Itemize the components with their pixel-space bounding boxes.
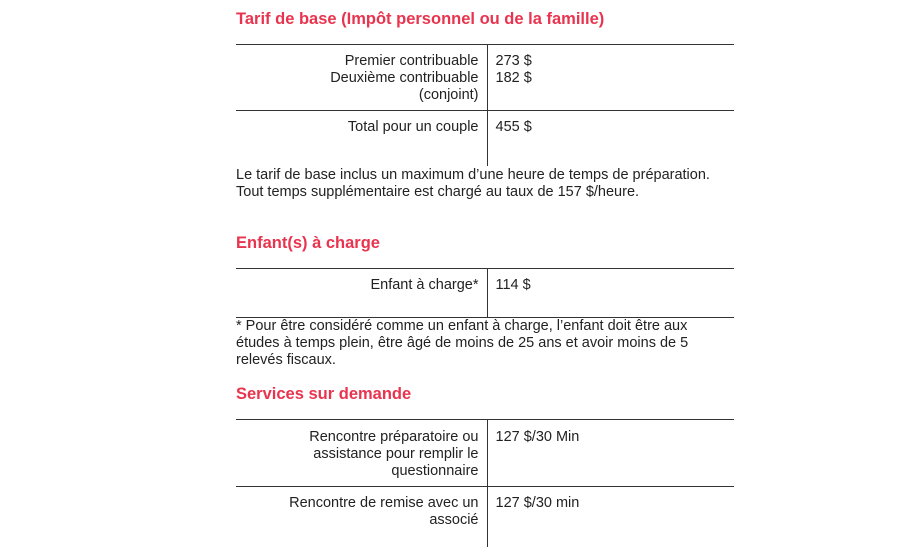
note-dependents: * Pour être considéré comme un enfant à charge, l’enfant doit être aux études à temps plein, être âgé de moins de 25 ans et avoir moins de 5 relevés fiscaux. xyxy=(236,318,689,368)
value-dependent-child: 114 $ xyxy=(495,277,531,293)
row-value-cell xyxy=(487,269,734,318)
label-prep-meeting-line1: Rencontre préparatoire ou xyxy=(309,429,479,445)
heading-dependents: Enfant(s) à charge xyxy=(236,234,380,252)
table-row xyxy=(236,420,734,487)
table-row xyxy=(236,487,734,547)
value-delivery-meeting: 127 $/30 min xyxy=(495,495,580,511)
label-first-taxpayer: Premier contribuable xyxy=(344,53,479,69)
table-row xyxy=(236,111,734,166)
heading-base-rate: Tarif de base (Impôt personnel ou de la famille) xyxy=(236,10,605,28)
row-value-cell xyxy=(487,45,734,111)
row-value-cell xyxy=(487,487,734,547)
row-label-cell xyxy=(236,45,487,111)
table-row xyxy=(236,45,734,111)
label-couple-total: Total pour un couple xyxy=(347,119,479,135)
note-base-rate: Le tarif de base inclus un maximum d’une heure de temps de préparation. Tout temps supplémentaire est chargé au taux de 157 $/heure. xyxy=(236,167,710,200)
label-delivery-meeting-line2: associé xyxy=(429,512,479,528)
table-row xyxy=(236,269,734,318)
value-couple-total: 455 $ xyxy=(495,119,532,135)
row-value-cell xyxy=(487,111,734,166)
label-delivery-meeting-line1: Rencontre de remise avec un xyxy=(289,495,479,511)
row-value-cell xyxy=(487,420,734,487)
value-second-taxpayer: 182 $ xyxy=(495,70,532,86)
label-prep-meeting-line3: questionnaire xyxy=(391,463,479,479)
row-label-cell xyxy=(236,111,487,166)
value-first-taxpayer: 273 $ xyxy=(495,53,532,69)
row-label-cell xyxy=(236,269,487,318)
table-base-rate xyxy=(236,44,734,166)
table-dependents xyxy=(236,268,734,318)
heading-on-demand-services: Services sur demande xyxy=(236,385,412,403)
row-label-cell xyxy=(236,487,487,547)
label-second-taxpayer: Deuxième contribuable xyxy=(330,70,479,86)
row-label-cell xyxy=(236,420,487,487)
label-spouse: (conjoint) xyxy=(418,87,479,103)
table-on-demand-services xyxy=(236,419,734,547)
label-prep-meeting-line2: assistance pour remplir le xyxy=(313,446,479,462)
value-prep-meeting: 127 $/30 Min xyxy=(495,429,580,445)
label-dependent-child: Enfant à charge* xyxy=(370,277,479,293)
